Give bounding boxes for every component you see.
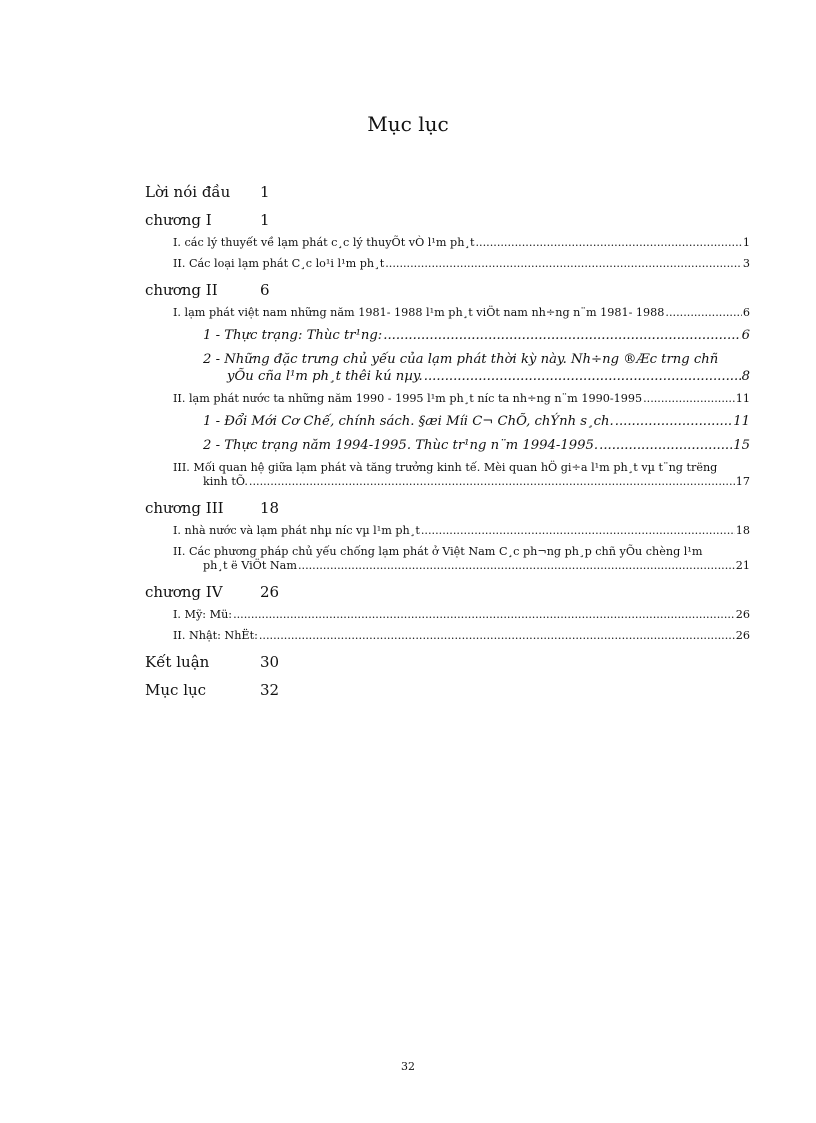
entry-page: 3 — [742, 257, 750, 270]
entry-text-line1: 2 - Những đặc trưng chủ yếu của lạm phát thời kỳ này. Nh÷ng ®Æc trng chñ — [203, 352, 719, 367]
dot-leader — [249, 475, 735, 489]
toc-subentry[interactable] — [203, 435, 750, 459]
toc-chapter-4[interactable] — [145, 578, 750, 606]
toc-entry[interactable] — [173, 627, 750, 648]
entry-page: 6 — [741, 328, 750, 343]
dot-leader — [599, 437, 732, 454]
chapter-label: chương IV — [145, 583, 223, 601]
entry-text-line1: III. Mối quan hệ giữa lạm phát và tăng trưởng kinh tế. Mèi quan hÖ gi÷a l¹m ph¸t vµ t¨ng trëng — [173, 461, 718, 474]
toc-entry[interactable] — [173, 255, 750, 276]
toc-chapter-2[interactable] — [145, 276, 750, 304]
entry-text: I. nhà nước và lạm phát nhµ níc vµ l¹m ph¸t — [173, 524, 420, 537]
dot-leader — [665, 306, 741, 320]
toc-chapter-3[interactable] — [145, 494, 750, 522]
dot-leader — [259, 629, 735, 643]
entry-text: I. lạm phát việt nam những năm 1981- 1988 l¹m ph¸t viÖt nam nh÷ng n¨m 1981- 1988 — [173, 306, 665, 319]
entry-text: II. lạm phát nước ta những năm 1990 - 1995 l¹m ph¸t níc ta nh÷ng n¨m 1990-1995 — [173, 392, 643, 405]
entry-page: 11 — [733, 414, 750, 429]
dot-leader — [385, 257, 742, 271]
chapter-label: chương I — [145, 211, 212, 229]
chapter-label: Kết luận — [145, 653, 210, 671]
chapter-label: Lời nói đầu — [145, 183, 231, 201]
entry-text-line1: II. Các phương pháp chủ yếu chống lạm phát ở Việt Nam C¸c ph¬ng ph¸p chñ yÕu chèng l¹m — [173, 545, 703, 558]
entry-text: I. các lý thuyết về lạm phát c¸c lý thuyÕt vÒ l¹m ph¸t — [173, 236, 475, 249]
entry-text-line2: ph¸t ë ViÖt Nam — [203, 559, 297, 572]
entry-text: I. Mỹ: Mü: — [173, 608, 233, 621]
dot-leader — [233, 608, 735, 622]
chapter-page: 30 — [260, 653, 280, 671]
entry-page: 26 — [735, 608, 750, 621]
entry-page: 18 — [735, 524, 750, 537]
entry-page: 1 — [742, 236, 750, 249]
dot-leader — [475, 236, 741, 250]
chapter-page: 1 — [260, 183, 270, 201]
chapter-page: 18 — [260, 499, 280, 517]
entry-text-line2: kinh tÕ. — [203, 475, 248, 488]
toc-entry[interactable] — [173, 606, 750, 627]
entry-text: 2 - Thực trạng năm 1994-1995. Thùc tr¹ng n¨m 1994-1995. — [203, 438, 599, 453]
entry-page: 8 — [741, 369, 750, 384]
table-of-contents — [145, 178, 750, 704]
page-title: Mục lục — [367, 112, 449, 136]
toc-entry[interactable] — [173, 459, 750, 494]
entry-page: 21 — [735, 559, 750, 572]
toc-subentry[interactable] — [203, 411, 750, 435]
entry-text: II. Các loại lạm phát C¸c lo¹i l¹m ph¸t — [173, 257, 385, 270]
entry-page: 11 — [735, 392, 750, 405]
entry-page: 17 — [735, 475, 750, 488]
entry-page: 26 — [735, 629, 750, 642]
toc-entry[interactable] — [173, 304, 750, 325]
toc-chapter-conclusion[interactable] — [145, 648, 750, 676]
chapter-page: 32 — [260, 681, 280, 699]
dot-leader — [615, 413, 732, 430]
entry-page: 6 — [742, 306, 750, 319]
toc-subentry[interactable] — [203, 349, 750, 390]
toc-entry[interactable] — [173, 522, 750, 543]
entry-page: 15 — [733, 438, 750, 453]
toc-entry[interactable] — [173, 234, 750, 255]
chapter-page: 6 — [260, 281, 270, 299]
toc-entry[interactable] — [173, 543, 750, 578]
dot-leader — [421, 524, 735, 538]
chapter-label: chương III — [145, 499, 224, 517]
dot-leader — [424, 368, 741, 385]
dot-leader — [383, 327, 740, 344]
dot-leader — [643, 392, 735, 406]
toc-chapter-preface[interactable] — [145, 178, 750, 206]
toc-chapter-1[interactable] — [145, 206, 750, 234]
entry-text: II. Nhật: NhËt: — [173, 629, 258, 642]
chapter-page: 1 — [260, 211, 270, 229]
toc-chapter-contents[interactable] — [145, 676, 750, 704]
chapter-label: chương II — [145, 281, 218, 299]
dot-leader — [298, 559, 735, 573]
chapter-page: 26 — [260, 583, 280, 601]
chapter-label: Mục lục — [145, 681, 207, 699]
entry-text: 1 - Thực trạng: Thùc tr¹ng: — [203, 328, 383, 343]
entry-text-line2: yÕu cña l¹m ph¸t thêi kú nµy. — [227, 369, 423, 384]
toc-subentry[interactable] — [203, 325, 750, 349]
toc-entry[interactable] — [173, 390, 750, 411]
page-number: 32 — [401, 1060, 415, 1073]
entry-text: 1 - Đổi Mới Cơ Chế, chính sách. §æi Míi C¬ ChÕ, chÝnh s¸ch. — [203, 414, 614, 429]
